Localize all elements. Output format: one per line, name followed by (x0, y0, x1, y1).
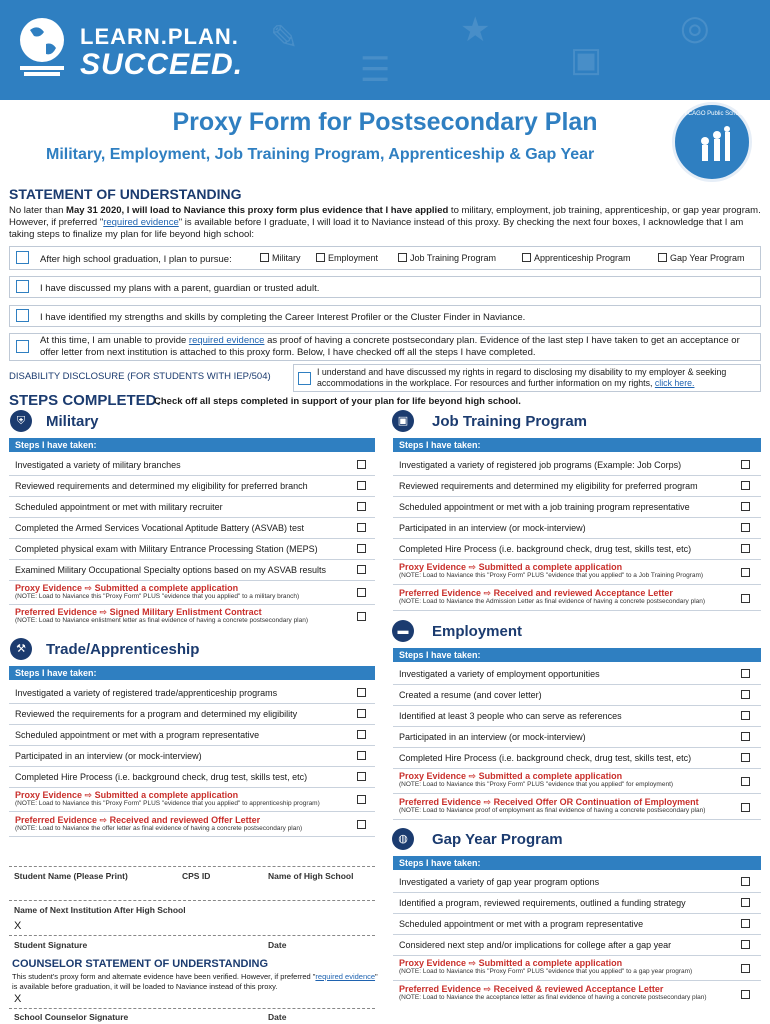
step-checkbox[interactable] (741, 711, 750, 720)
date-label: Date (268, 940, 287, 950)
step-checkbox[interactable] (357, 688, 366, 697)
step-checkbox[interactable] (741, 990, 750, 999)
disability-text (317, 367, 757, 389)
step-checkbox[interactable] (741, 753, 750, 762)
step-label: Scheduled appointment or met with a job training program representative (399, 502, 690, 512)
option-label: Job Training Program (410, 253, 497, 263)
cps-seal-logo (672, 102, 752, 182)
option-label: Apprenticeship Program (534, 253, 631, 263)
job-training-briefcase-icon: ▣ (392, 410, 414, 432)
strengths-row (9, 305, 761, 327)
date-label: Date (268, 1012, 287, 1022)
unable-evidence-checkbox[interactable] (16, 340, 29, 353)
step-checkbox[interactable] (741, 523, 750, 532)
gap-year-proxy-evidence[interactable] (393, 957, 761, 981)
step-label: Participated in an interview (or mock-interview) (15, 751, 202, 761)
military-step[interactable] (9, 560, 375, 581)
option-job-training[interactable] (398, 253, 496, 263)
option-checkbox[interactable] (316, 253, 325, 262)
counselor-text (12, 972, 382, 992)
required-evidence-link[interactable]: required evidence (315, 972, 376, 981)
step-label: Considered next step and/or implications for college after a gap year (399, 940, 672, 950)
gap-year-globe-icon: ◍ (392, 828, 414, 850)
preferred-evidence-note: (NOTE: Load to Naviance proof of employment as final evidence of having a concrete postsecondary plan) (399, 807, 706, 814)
book-icon: ☰ (360, 51, 391, 89)
step-label: Examined Military Occupational Specialty options based on my ASVAB results (15, 565, 326, 575)
trade-step[interactable] (9, 683, 375, 704)
trade-title: Trade/Apprenticeship (46, 641, 200, 658)
proxy-evidence-label: Proxy Evidence ⇨ Submitted a complete application (399, 958, 623, 968)
step-checkbox[interactable] (357, 481, 366, 490)
step-label: Reviewed the requirements for a program and determined my eligibility (15, 709, 298, 719)
employment-steps-bar: Steps I have taken: (393, 648, 761, 662)
step-checkbox[interactable] (357, 588, 366, 597)
proxy-evidence-note: (NOTE: Load to Naviance this "Proxy Form" PLUS "evidence that you applied" to a gap year program) (399, 968, 693, 975)
counselor-signature-x-mark: X (14, 993, 22, 1005)
proxy-evidence-note: (NOTE: Load to Naviance this "Proxy Form" PLUS "evidence that you applied" for employment) (399, 781, 674, 788)
proxy-evidence-note: (NOTE: Load to Naviance this "Proxy Form" PLUS "evidence that you applied" to a military branch) (15, 593, 300, 600)
step-checkbox[interactable] (357, 795, 366, 804)
step-label: Completed Hire Process (i.e. background check, drug test, skills test, etc) (399, 753, 692, 763)
step-label: Investigated a variety of registered job programs (Example: Job Corps) (399, 460, 682, 470)
discussed-plans-checkbox[interactable] (16, 280, 29, 293)
proxy-evidence-label: Proxy Evidence ⇨ Submitted a complete application (399, 771, 623, 781)
military-step[interactable] (9, 455, 375, 476)
student-name-label: Student Name (Please Print) (14, 871, 128, 881)
step-checkbox[interactable] (357, 612, 366, 621)
step-label: Completed Hire Process (i.e. background check, drug test, skills test, etc) (15, 772, 308, 782)
military-preferred-evidence[interactable] (9, 606, 375, 629)
preferred-evidence-note: (NOTE: Load to Naviance the acceptance letter as final evidence of having a concrete postsecondary plan) (399, 994, 707, 1001)
high-school-label: Name of High School (268, 871, 354, 881)
step-label: Reviewed requirements and determined my eligibility for preferred program (399, 481, 698, 491)
employment-step[interactable] (393, 706, 761, 727)
step-checkbox[interactable] (741, 964, 750, 973)
trade-tools-icon: ⚒ (10, 638, 32, 660)
statement-heading: STATEMENT OF UNDERSTANDING (9, 186, 242, 202)
option-military[interactable] (260, 253, 301, 263)
job-training-title: Job Training Program (432, 413, 588, 430)
gap-year-preferred-evidence[interactable] (393, 983, 761, 1007)
plan-pursue-label: After high school graduation, I plan to pursue: (40, 254, 232, 265)
text-part: " is available before graduation, it will be loaded to Naviance instead of this proxy. (12, 972, 378, 991)
step-checkbox[interactable] (741, 481, 750, 490)
step-label: Participated in an interview (or mock-interview) (399, 732, 586, 742)
gap-year-step[interactable] (393, 914, 761, 935)
option-label: Gap Year Program (670, 253, 745, 263)
step-checkbox[interactable] (741, 940, 750, 949)
military-step[interactable] (9, 476, 375, 497)
step-label: Identified a program, reviewed requirements, outlined a funding strategy (399, 898, 686, 908)
trade-step[interactable] (9, 767, 375, 788)
step-checkbox[interactable] (357, 772, 366, 781)
job-training-step[interactable] (393, 455, 761, 476)
briefcase-icon: ▣ (570, 41, 603, 79)
preferred-evidence-label: Preferred Evidence ⇨ Signed Military Enlistment Contract (15, 607, 262, 617)
preferred-evidence-label: Preferred Evidence ⇨ Received and reviewed Acceptance Letter (399, 588, 673, 598)
plan-pursue-checkbox[interactable] (16, 251, 29, 264)
job-training-step[interactable] (393, 497, 761, 518)
employment-step[interactable] (393, 727, 761, 748)
step-label: Investigated a variety of military branches (15, 460, 181, 470)
preferred-evidence-label: Preferred Evidence ⇨ Received Offer OR Continuation of Employment (399, 797, 699, 807)
step-checkbox[interactable] (357, 820, 366, 829)
counselor-signature-label: School Counselor Signature (14, 1012, 129, 1022)
step-label: Scheduled appointment or met with a program representative (15, 730, 260, 740)
employment-preferred-evidence[interactable] (393, 796, 761, 820)
step-checkbox[interactable] (357, 565, 366, 574)
graduation-cap-icon: ✎ (270, 19, 299, 57)
option-apprenticeship[interactable] (522, 253, 631, 263)
step-checkbox[interactable] (741, 544, 750, 553)
step-checkbox[interactable] (357, 709, 366, 718)
step-label: Investigated a variety of gap year program options (399, 877, 600, 887)
signature-line (9, 866, 375, 867)
step-checkbox[interactable] (357, 523, 366, 532)
header-banner (0, 0, 770, 100)
gap-year-step[interactable] (393, 935, 761, 956)
step-label: Reviewed requirements and determined my eligibility for preferred branch (15, 481, 308, 491)
trade-steps-bar: Steps I have taken: (9, 666, 375, 680)
job-training-proxy-evidence[interactable] (393, 561, 761, 585)
trade-proxy-evidence[interactable] (9, 789, 375, 812)
step-checkbox[interactable] (741, 898, 750, 907)
required-evidence-link[interactable]: required evidence (103, 217, 179, 228)
trade-step[interactable] (9, 704, 375, 725)
preferred-evidence-note: (NOTE: Load to Naviance the Admission Letter as final evidence of having a concrete postsecondary plan) (399, 598, 706, 605)
counselor-signature-line[interactable] (9, 1008, 375, 1009)
step-label: Identified at least 3 people who can serve as references (399, 711, 622, 721)
next-institution-label: Name of Next Institution After High School (14, 905, 186, 915)
statement-bold: May 31 2020, I will load to Naviance this proxy form plus evidence that I have applied (66, 205, 449, 216)
option-label: Employment (328, 253, 379, 263)
proxy-evidence-note: (NOTE: Load to Naviance this "Proxy Form" PLUS "evidence that you applied" to apprenticeship program) (15, 800, 320, 807)
step-checkbox[interactable] (741, 594, 750, 603)
unable-evidence-label (40, 335, 755, 359)
military-title: Military (46, 413, 99, 430)
military-steps-bar: Steps I have taken: (9, 438, 375, 452)
signature-line (9, 900, 375, 901)
disability-label: DISABILITY DISCLOSURE (FOR STUDENTS WITH IEP/504) (9, 371, 271, 382)
statement-part: " is available before I graduate, I will load it to Naviance instead of this proxy. By checking the next four boxes, I acknowledge that I am taking steps to finalize my plan for life beyond high school: (9, 217, 744, 240)
counselor-heading: COUNSELOR STATEMENT OF UNDERSTANDING (12, 958, 269, 970)
step-checkbox[interactable] (357, 751, 366, 760)
preferred-evidence-note: (NOTE: Load to Naviance enlistment letter as final evidence of having a concrete postsecondary plan) (15, 617, 309, 624)
step-label: Investigated a variety of employment opportunities (399, 669, 600, 679)
text-part: I understand and have discussed my rights in regard to disclosing my disability to my employer & seeking accommodations in the workplace. For resources and further information on my rights, (317, 367, 727, 388)
gap-year-step[interactable] (393, 893, 761, 914)
disability-checkbox[interactable] (298, 372, 311, 385)
gap-year-steps-bar: Steps I have taken: (393, 856, 761, 870)
text-part: At this time, I am unable to provide (40, 335, 189, 346)
job-training-steps-bar: Steps I have taken: (393, 438, 761, 452)
employment-step[interactable] (393, 664, 761, 685)
text-part: This student's proxy form and alternate evidence have been verified. However, if preferred " (12, 972, 316, 981)
proxy-evidence-label: Proxy Evidence ⇨ Submitted a complete application (399, 562, 623, 572)
logo-text-learn-plan: LEARN.PLAN. (80, 24, 239, 49)
click-here-link[interactable]: click here. (654, 378, 695, 388)
gap-year-title: Gap Year Program (432, 831, 563, 848)
military-proxy-evidence[interactable] (9, 582, 375, 605)
option-checkbox[interactable] (658, 253, 667, 262)
globe-icon: ◎ (680, 9, 710, 47)
proxy-evidence-label: Proxy Evidence ⇨ Submitted a complete application (15, 583, 239, 593)
step-label: Created a resume (and cover letter) (399, 690, 542, 700)
seal-text: CHICAGO Public Schools (677, 111, 747, 117)
employment-folder-icon: ▬ (392, 620, 414, 642)
military-step[interactable] (9, 518, 375, 539)
steps-heading: STEPS COMPLETED. (9, 392, 161, 409)
gap-year-step[interactable] (393, 872, 761, 893)
required-evidence-link[interactable]: required evidence (188, 335, 265, 346)
step-checkbox[interactable] (357, 544, 366, 553)
steps-note: Check off all steps completed in support of your plan for life beyond high school. (154, 396, 521, 407)
preferred-evidence-label: Preferred Evidence ⇨ Received and reviewed Offer Letter (15, 815, 261, 825)
employment-title: Employment (432, 623, 523, 640)
step-checkbox[interactable] (741, 803, 750, 812)
step-checkbox[interactable] (741, 669, 750, 678)
military-shield-icon: ⛨ (10, 410, 32, 432)
option-gap-year[interactable] (658, 253, 745, 263)
text-part: as proof of having a concrete postsecondary plan. Evidence of the last step I have taken to get an acceptance or offer letter from next institution is attached to this proxy form. Below, I have checked off all the steps I have completed. (40, 335, 740, 358)
step-checkbox[interactable] (741, 568, 750, 577)
preferred-evidence-note: (NOTE: Load to Naviance the offer letter as final evidence of having a concrete postsecondary plan) (15, 825, 303, 832)
trade-preferred-evidence[interactable] (9, 814, 375, 837)
job-training-step[interactable] (393, 476, 761, 497)
step-checkbox[interactable] (741, 732, 750, 741)
step-checkbox[interactable] (357, 502, 366, 511)
form-title: Proxy Form for Postsecondary Plan (172, 108, 598, 136)
step-label: Scheduled appointment or met with a program representative (399, 919, 644, 929)
student-signature-line[interactable] (9, 935, 375, 936)
logo-text-succeed: SUCCEED. (80, 48, 244, 81)
signature-x-mark: X (14, 920, 22, 932)
step-checkbox[interactable] (741, 502, 750, 511)
star-icon: ★ (460, 11, 491, 49)
statement-text (9, 205, 761, 241)
step-label: Completed the Armed Services Vocational Aptitude Battery (ASVAB) test (15, 523, 304, 533)
step-label: Investigated a variety of registered trade/apprenticeship programs (15, 688, 278, 698)
employment-step[interactable] (393, 748, 761, 769)
step-checkbox[interactable] (741, 777, 750, 786)
strengths-checkbox[interactable] (16, 309, 29, 322)
step-checkbox[interactable] (741, 460, 750, 469)
employment-proxy-evidence[interactable] (393, 770, 761, 794)
step-label: Completed Hire Process (i.e. background check, drug test, skills test, etc) (399, 544, 692, 554)
disability-box (293, 364, 761, 392)
step-checkbox[interactable] (357, 460, 366, 469)
statement-part: No later than (9, 205, 67, 216)
cps-id-label: CPS ID (182, 871, 211, 881)
trade-step[interactable] (9, 746, 375, 767)
strengths-label: I have identified my strengths and skills by completing the Career Interest Profiler or the Cluster Finder in Naviance. (40, 312, 526, 323)
step-label: Completed physical exam with Military Entrance Processing Station (MEPS) (15, 544, 318, 554)
proxy-evidence-note: (NOTE: Load to Naviance this "Proxy Form" PLUS "evidence that you applied" to a Job Training Program) (399, 572, 704, 579)
student-signature-label: Student Signature (14, 940, 88, 950)
unable-evidence-row (9, 333, 761, 361)
option-employment[interactable] (316, 253, 378, 263)
step-checkbox[interactable] (357, 730, 366, 739)
employment-step[interactable] (393, 685, 761, 706)
step-checkbox[interactable] (741, 877, 750, 886)
trade-step[interactable] (9, 725, 375, 746)
option-label: Military (272, 253, 301, 263)
form-subtitle: Military, Employment, Job Training Program, Apprenticeship & Gap Year (46, 146, 595, 163)
job-training-step[interactable] (393, 518, 761, 539)
step-label: Participated in an interview (or mock-interview) (399, 523, 586, 533)
step-checkbox[interactable] (741, 919, 750, 928)
plan-pursue-row (9, 246, 761, 270)
statement-part: to military, employment, job training, apprenticeship, or gap year program. However, if preferred " (9, 205, 761, 228)
preferred-evidence-label: Preferred Evidence ⇨ Received & reviewed Acceptance Letter (399, 984, 664, 994)
discussed-plans-row (9, 276, 761, 298)
military-step[interactable] (9, 497, 375, 518)
job-training-preferred-evidence[interactable] (393, 587, 761, 611)
logo-globe-icon (12, 14, 72, 80)
discussed-plans-label: I have discussed my plans with a parent, guardian or trusted adult. (40, 283, 320, 294)
step-checkbox[interactable] (741, 690, 750, 699)
option-checkbox[interactable] (398, 253, 407, 262)
proxy-evidence-label: Proxy Evidence ⇨ Submitted a complete application (15, 790, 239, 800)
option-checkbox[interactable] (522, 253, 531, 262)
job-training-step[interactable] (393, 539, 761, 560)
military-step[interactable] (9, 539, 375, 560)
step-label: Scheduled appointment or met with military recruiter (15, 502, 223, 512)
option-checkbox[interactable] (260, 253, 269, 262)
